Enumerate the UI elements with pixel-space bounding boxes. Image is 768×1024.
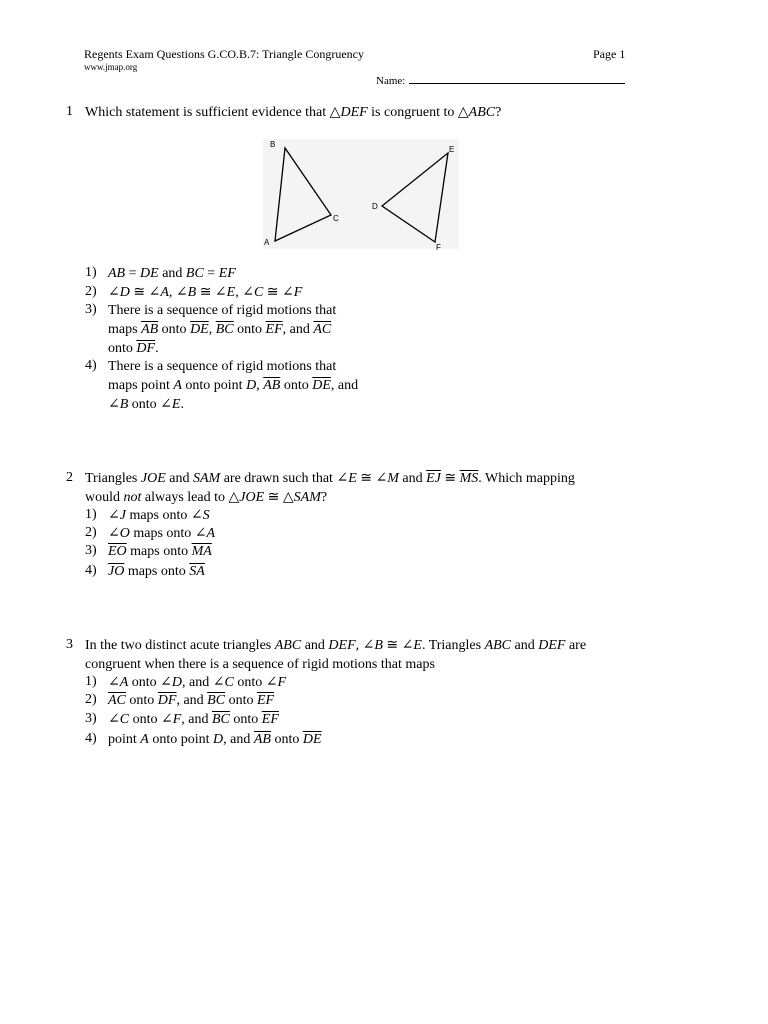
- text-run: BC: [185, 266, 204, 281]
- text-run: , and: [223, 732, 254, 747]
- q1-choice-2-text: [108, 284, 302, 302]
- label-d: D: [372, 202, 378, 211]
- text-run: onto: [225, 693, 257, 708]
- q1-choice-number: 4): [85, 358, 97, 373]
- text-run: D: [119, 285, 130, 300]
- segment-symbol: $\overline{BC}$: [207, 693, 226, 708]
- q3-stem-line: [85, 656, 435, 674]
- name-field: [376, 73, 625, 87]
- q1-choice-4-text: [108, 396, 184, 414]
- source-url: www.jmap.org: [84, 62, 138, 72]
- text-run: , and: [282, 322, 314, 337]
- text-run: are: [565, 638, 587, 653]
- segment-symbol: $\overline{BC}$: [215, 322, 234, 337]
- text-run: △: [228, 490, 240, 505]
- q3-choice-4-text: [108, 731, 322, 749]
- text-run: In the two distinct acute triangles: [85, 638, 275, 653]
- text-run: C: [224, 675, 234, 690]
- q1-number: 1: [66, 104, 73, 119]
- text-run: A: [206, 526, 216, 541]
- q2-choice-number: 3): [85, 543, 97, 558]
- text-run: ≅ ∠: [356, 471, 388, 486]
- text-run: onto ∠: [129, 712, 173, 727]
- text-run: onto ∠: [233, 675, 278, 690]
- page-number: Page 1: [593, 47, 626, 61]
- text-run: ≅ ∠: [382, 638, 414, 653]
- segment-symbol: $\overline{EF}$: [265, 322, 283, 337]
- text-run: DEF: [538, 638, 566, 653]
- text-run: DEF: [340, 105, 368, 120]
- q1-choice-number: 3): [85, 302, 97, 317]
- segment-symbol: $\overline{AB}$: [263, 378, 281, 393]
- label-b: B: [270, 140, 276, 149]
- text-run: ?: [320, 490, 328, 505]
- text-run: ∠: [108, 526, 120, 541]
- text-run: is congruent to: [367, 105, 458, 120]
- text-run: are drawn such that ∠: [220, 471, 349, 486]
- segment-symbol: $\overline{DE}$: [302, 732, 322, 747]
- text-run: onto ∠: [128, 397, 172, 412]
- text-run: SAM: [293, 490, 321, 505]
- q2-stem-line: [85, 470, 575, 488]
- q2-number: 2: [66, 470, 73, 485]
- text-run: B: [187, 285, 197, 300]
- text-run: ∠: [108, 675, 120, 690]
- text-run: ,: [208, 322, 216, 337]
- q3-choice-number: 1): [85, 674, 97, 689]
- text-run: and: [165, 471, 193, 486]
- text-run: A: [160, 285, 169, 300]
- text-run: , ∠: [355, 638, 375, 653]
- text-run: , ∠: [168, 285, 188, 300]
- text-run: ABC: [468, 105, 496, 120]
- text-run: always lead to: [141, 490, 229, 505]
- q1-choice-3-text: [108, 321, 331, 339]
- text-run: . Which mapping: [478, 471, 575, 486]
- text-run: Which statement is sufficient evidence that: [85, 105, 330, 120]
- text-run: , and: [330, 378, 359, 393]
- q2-choice-number: 2): [85, 525, 97, 540]
- name-label: Name:: [376, 75, 406, 87]
- q3-choice-1-text: [108, 674, 286, 692]
- segment-symbol: $\overline{SA}$: [189, 564, 205, 579]
- label-a: A: [264, 238, 270, 247]
- text-run: onto: [270, 732, 303, 747]
- segment-symbol: $\overline{EO}$: [108, 544, 127, 559]
- q3-choice-2-text: [108, 692, 274, 710]
- q2-choice-number: 4): [85, 563, 97, 578]
- segment-symbol: $\overline{MA}$: [191, 544, 212, 559]
- text-run: , and: [176, 693, 208, 708]
- text-run: ?: [495, 105, 502, 120]
- text-run: maps onto: [124, 564, 190, 579]
- segment-symbol: $\overline{EF}$: [261, 712, 279, 727]
- label-f: F: [436, 243, 441, 252]
- text-run: Triangles: [85, 471, 141, 486]
- text-run: D: [171, 675, 183, 690]
- text-run: , and: [181, 712, 212, 727]
- text-run: , ∠: [235, 285, 254, 300]
- text-run: J: [119, 508, 126, 523]
- segment-symbol: $\overline{BC}$: [211, 712, 230, 727]
- text-run: congruent when there is a sequence of rigid motions that maps: [85, 657, 435, 672]
- text-run: ABC: [274, 638, 302, 653]
- text-run: =: [203, 266, 219, 281]
- text-run: ≅: [440, 471, 460, 486]
- segment-symbol: $\overline{DF}$: [136, 341, 156, 356]
- text-run: maps onto: [126, 544, 192, 559]
- text-run: point: [108, 732, 141, 747]
- text-run: B: [119, 397, 129, 412]
- q3-choice-number: 4): [85, 731, 97, 746]
- segment-symbol: $\overline{AB}$: [141, 322, 159, 337]
- q1-choice-1-text: [108, 265, 236, 283]
- text-run: A: [119, 675, 129, 690]
- text-run: onto: [108, 341, 137, 356]
- text-run: =: [125, 266, 141, 281]
- q3-choice-number: 2): [85, 692, 97, 707]
- q1-choice-4-text: [108, 377, 358, 395]
- text-run: onto: [233, 322, 266, 337]
- text-run: onto: [229, 712, 262, 727]
- q1-choice-number: 1): [85, 265, 97, 280]
- label-c: C: [333, 214, 339, 223]
- q3-stem-line: [85, 637, 586, 655]
- text-run: E: [171, 397, 181, 412]
- text-run: and: [511, 638, 539, 653]
- text-run: E: [226, 285, 236, 300]
- text-run: There is a sequence of rigid motions that: [108, 303, 337, 318]
- segment-symbol: $\overline{DE}$: [312, 378, 331, 393]
- q3-choice-number: 3): [85, 711, 97, 726]
- text-run: △: [282, 490, 294, 505]
- text-run: △: [457, 105, 469, 120]
- text-run: JOE: [140, 471, 166, 486]
- text-run: B: [374, 638, 383, 653]
- text-run: . Triangles: [421, 638, 485, 653]
- text-run: onto: [158, 322, 191, 337]
- segment-symbol: $\overline{DE}$: [190, 322, 209, 337]
- text-run: ≅: [264, 490, 283, 505]
- text-run: not: [123, 490, 142, 505]
- label-e: E: [449, 145, 455, 154]
- text-run: There is a sequence of rigid motions that: [108, 359, 337, 374]
- text-run: would: [85, 490, 124, 505]
- text-run: maps point: [108, 378, 174, 393]
- text-run: maps onto ∠: [125, 508, 203, 523]
- text-run: onto: [280, 378, 313, 393]
- text-run: and: [158, 266, 186, 281]
- q3-choice-3-text: [108, 711, 279, 729]
- segment-symbol: $\overline{AC}$: [313, 322, 332, 337]
- text-run: ∠: [108, 397, 120, 412]
- text-run: onto point: [148, 732, 214, 747]
- text-run: C: [119, 712, 130, 727]
- text-run: F: [172, 712, 182, 727]
- text-run: C: [253, 285, 264, 300]
- q2-choice-2-text: [108, 525, 215, 543]
- text-run: ≅ ∠: [196, 285, 227, 300]
- text-run: and: [301, 638, 329, 653]
- q2-stem-line: [85, 489, 327, 507]
- text-run: ABC: [484, 638, 512, 653]
- q1-stem: [85, 104, 501, 122]
- text-run: maps: [108, 322, 142, 337]
- q1-choice-4-text: [108, 358, 336, 376]
- q2-choice-4-text: [108, 563, 205, 581]
- text-run: SAM: [193, 471, 221, 486]
- text-run: maps onto ∠: [129, 526, 207, 541]
- text-run: ∠: [108, 285, 120, 300]
- text-run: and: [398, 471, 427, 486]
- q1-choice-number: 2): [85, 284, 97, 299]
- segment-symbol: $\overline{AC}$: [108, 693, 126, 708]
- text-run: △: [329, 105, 341, 120]
- segment-symbol: $\overline{AB}$: [253, 732, 271, 747]
- segment-symbol: $\overline{MS}$: [459, 471, 479, 486]
- text-run: JOE: [239, 490, 265, 505]
- text-run: M: [387, 471, 399, 486]
- text-run: S: [202, 508, 210, 523]
- text-run: AB: [108, 266, 126, 281]
- text-run: .: [155, 341, 159, 356]
- segment-symbol: $\overline{EJ}$: [426, 471, 441, 486]
- text-run: A: [140, 732, 149, 747]
- segment-symbol: $\overline{EF}$: [256, 693, 275, 708]
- text-run: ,: [256, 378, 264, 393]
- text-run: , and ∠: [182, 675, 225, 690]
- text-run: onto point: [181, 378, 247, 393]
- text-run: E: [413, 638, 422, 653]
- q1-choice-3-text: [108, 340, 159, 358]
- q3-number: 3: [66, 637, 73, 652]
- worksheet-title: Regents Exam Questions G.CO.B.7: Triangle Congruency: [84, 47, 364, 61]
- text-run: onto ∠: [128, 675, 172, 690]
- segment-symbol: $\overline{JO}$: [108, 564, 125, 579]
- q1-choice-3-text: [108, 302, 336, 320]
- text-run: DE: [140, 266, 159, 281]
- text-run: ≅ ∠: [263, 285, 294, 300]
- text-run: D: [246, 378, 257, 393]
- text-run: onto: [125, 693, 158, 708]
- text-run: ∠: [108, 508, 120, 523]
- text-run: O: [119, 526, 130, 541]
- text-run: .: [180, 397, 184, 412]
- text-run: D: [213, 732, 224, 747]
- q2-choice-1-text: [108, 507, 210, 525]
- text-run: DEF: [328, 638, 356, 653]
- text-run: EF: [218, 266, 236, 281]
- text-run: A: [173, 378, 182, 393]
- name-blank-line: [409, 73, 625, 84]
- q2-choice-3-text: [108, 543, 212, 561]
- q1-triangles-figure: [255, 137, 460, 252]
- text-run: E: [348, 471, 357, 486]
- segment-symbol: $\overline{DF}$: [157, 693, 177, 708]
- text-run: ∠: [108, 712, 120, 727]
- text-run: F: [293, 285, 303, 300]
- text-run: ≅ ∠: [129, 285, 161, 300]
- q2-choice-number: 1): [85, 507, 97, 522]
- text-run: F: [277, 675, 287, 690]
